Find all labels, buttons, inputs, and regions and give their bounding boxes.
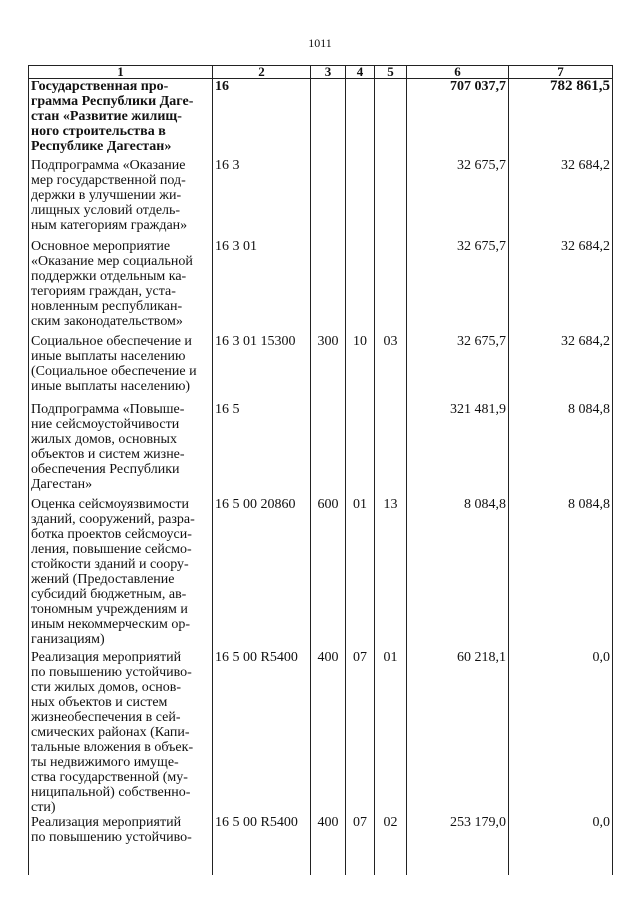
row-sum-1: 707 037,7 [407,79,509,158]
row-vr [311,158,346,239]
page-number: 1011 [308,36,332,50]
row-pr [375,79,407,158]
table-row [29,334,613,402]
row-sum-2: 0,0 [509,650,613,815]
row-vr: 300 [311,334,346,402]
row-rz: 10 [346,334,375,402]
row-name: Социальное обеспечение и иные выплаты населению (Социальное обеспечение и иные выплаты населению) [31,333,197,394]
row-rz: 07 [346,815,375,875]
row-rz: 01 [346,497,375,650]
row-code: 16 5 00 R5400 [213,650,311,815]
row-rz [346,239,375,334]
row-code: 16 5 00 R5400 [213,815,311,875]
table-row [29,815,613,875]
row-code: 16 5 00 20860 [213,497,311,650]
table-row [29,497,613,650]
table-row [29,239,613,334]
row-sum-1: 8 084,8 [407,497,509,650]
row-name-cell [29,334,213,402]
row-sum-1: 60 218,1 [407,650,509,815]
row-sum-2: 32 684,2 [509,158,613,239]
row-name: Государственная про- грамма Республики Даге- стан «Развитие жилищ- ного строительства в Республике Дагестан» [31,79,194,154]
row-code: 16 3 01 15300 [213,334,311,402]
row-pr: 02 [375,815,407,875]
row-name-cell [29,79,213,158]
row-name-cell [29,239,213,334]
row-pr: 01 [375,650,407,815]
row-vr [311,79,346,158]
row-name: Подпрограмма «Повыше- ние сейсмоустойчивости жилых домов, основных объектов и систем жизне- обеспечения Республики Дагестан» [31,401,185,492]
row-rz [346,158,375,239]
row-code: 16 3 [213,158,311,239]
row-name: Подпрограмма «Оказание мер государственной под- держки в улучшении жи- лищных условий отдель- ным категориям граждан» [31,157,188,233]
table-row [29,650,613,815]
row-sum-1: 32 675,7 [407,158,509,239]
row-vr [311,239,346,334]
row-rz: 07 [346,650,375,815]
row-name-cell [29,402,213,497]
row-sum-2: 32 684,2 [509,239,613,334]
row-vr: 600 [311,497,346,650]
row-vr: 400 [311,650,346,815]
row-pr: 13 [375,497,407,650]
header-row [29,66,613,79]
header-col-4: 4 [346,66,375,79]
table-row [29,79,613,158]
table-row [29,158,613,239]
row-code: 16 3 01 [213,239,311,334]
row-sum-2: 32 684,2 [509,334,613,402]
row-pr [375,158,407,239]
row-sum-1: 253 179,0 [407,815,509,875]
table-row [29,402,613,497]
row-code: 16 [213,79,311,158]
header-col-5: 5 [375,66,407,79]
row-sum-1: 32 675,7 [407,334,509,402]
row-sum-2: 0,0 [509,815,613,875]
row-vr [311,402,346,497]
row-vr: 400 [311,815,346,875]
row-name-cell [29,497,213,650]
row-name-cell [29,158,213,239]
row-sum-2: 782 861,5 [509,79,613,158]
row-pr [375,402,407,497]
row-rz [346,402,375,497]
header-col-6: 6 [407,66,509,79]
row-code: 16 5 [213,402,311,497]
row-name-cell [29,650,213,815]
row-pr: 03 [375,334,407,402]
row-sum-1: 32 675,7 [407,239,509,334]
row-name: Реализация мероприятий по повышению устойчиво- [31,814,192,845]
header-col-2: 2 [213,66,311,79]
row-sum-1: 321 481,9 [407,402,509,497]
header-col-7: 7 [509,66,613,79]
row-name: Реализация мероприятий по повышению устойчиво- сти жилых домов, основ- ных объектов и систем жизнеобеспечения в сей- смических районах (Капи- тальные вложения в объек- ты недвижимого имуще- ства государственной (му- ниципальной) собственно- сти) [31,649,194,815]
row-name-cell [29,815,213,875]
row-name: Основное мероприятие «Оказание мер социальной поддержки отдельным ка- тегориям граждан, уста- новленным республикан- ским законодательством» [31,238,193,329]
budget-table [28,65,613,875]
row-pr [375,239,407,334]
header-col-3: 3 [311,66,346,79]
row-rz [346,79,375,158]
header-col-1: 1 [29,66,213,79]
row-sum-2: 8 084,8 [509,497,613,650]
row-name: Оценка сейсмоуязвимости зданий, сооружений, разра- ботка проектов сейсмоуси- ления, повышение сейсмо- стойкости зданий и соору- жений (Предоставление субсидий бюджетным, ав- тономным учреждениям и иным некоммерческим ор- ганизациям) [31,496,195,647]
row-sum-2: 8 084,8 [509,402,613,497]
